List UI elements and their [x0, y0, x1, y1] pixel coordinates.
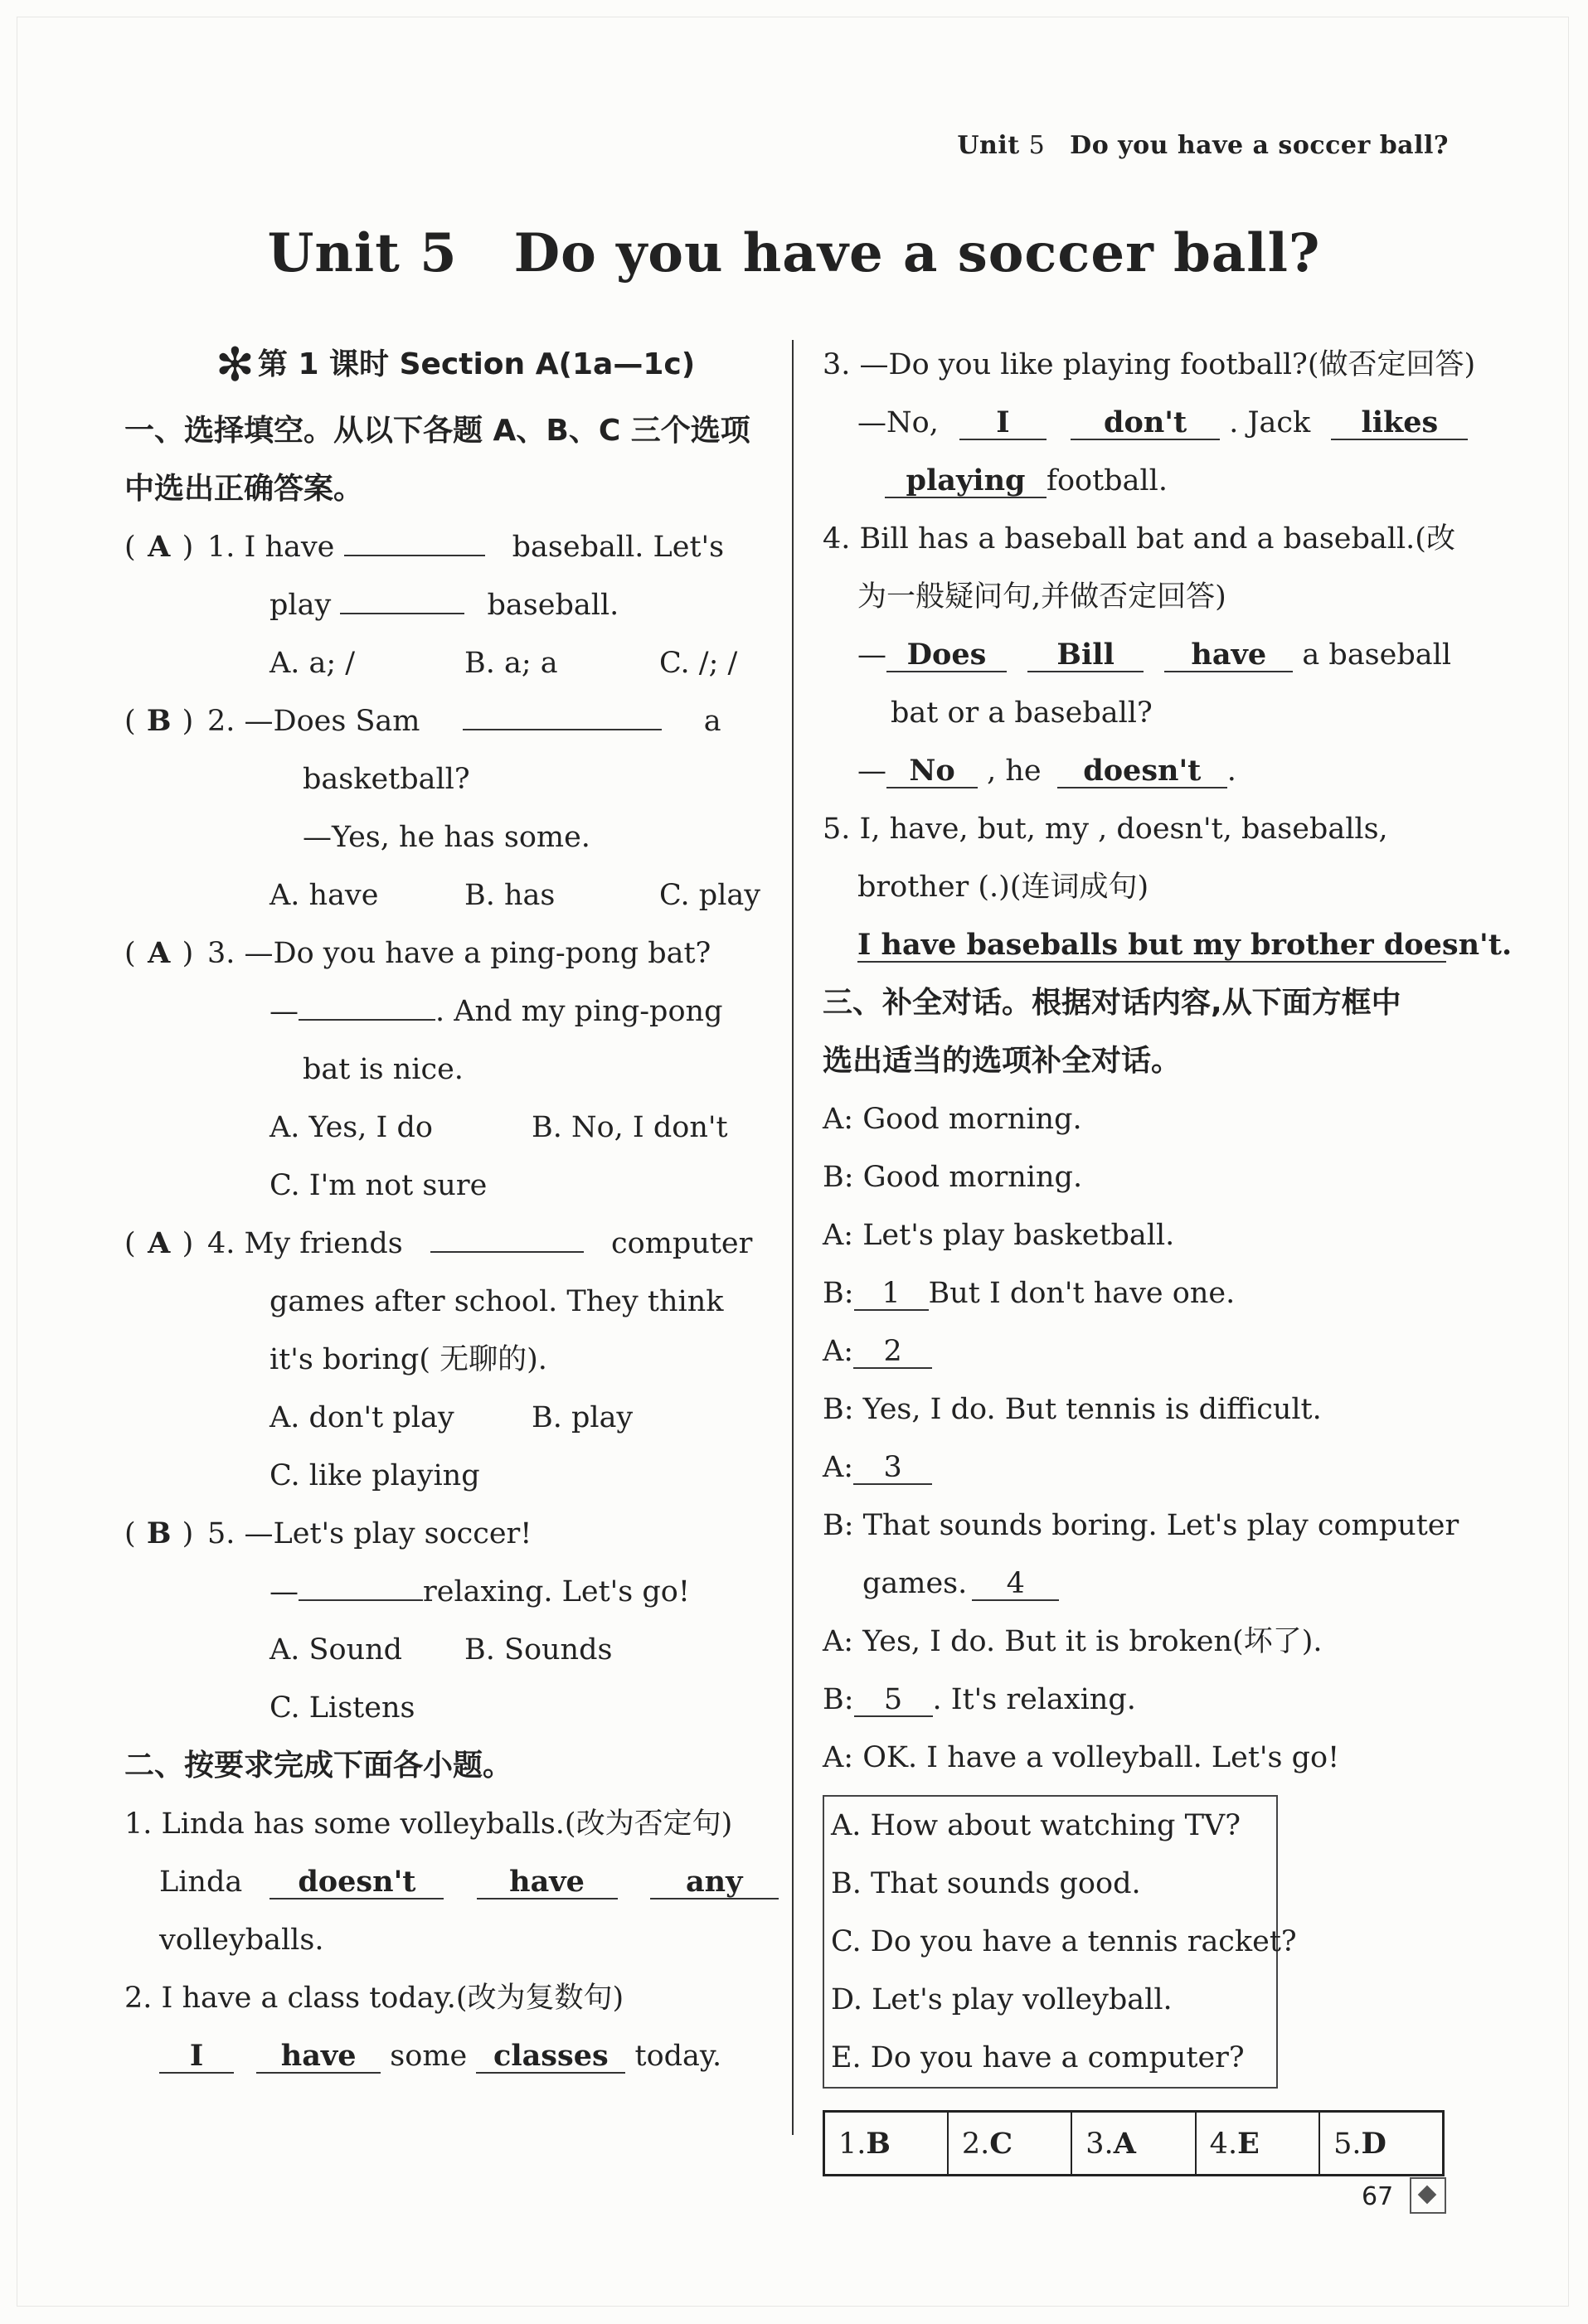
p1-q5-line1: ( B ) 5. —Let's play soccer!	[124, 1505, 767, 1563]
answer-blank: I	[959, 402, 1047, 440]
answer-blank: Does	[886, 634, 1007, 672]
p1-q2-line3: —Yes, he has some.	[303, 821, 590, 854]
p1-q4-option-c: C. like playing	[270, 1459, 480, 1492]
question-text: some	[390, 2040, 468, 2073]
diamond-icon	[1410, 2177, 1446, 2214]
question-text: 4. My friends	[207, 1227, 403, 1260]
answer-mark: A	[148, 530, 171, 564]
dialog-line: A: OK. I have a volleyball. Let's go!	[823, 1741, 1340, 1774]
p1-q2-line2: basketball?	[303, 763, 470, 796]
p1-q1-line1: ( A ) 1. I have baseball. Let's	[124, 518, 767, 576]
lesson-heading	[124, 327, 767, 402]
question-text: —	[857, 754, 886, 788]
dialog-line	[823, 1439, 1469, 1497]
p2-q5-line1: 5. I, have, but, my , doesn't, baseballs,	[823, 813, 1388, 846]
question-text: football.	[1047, 464, 1168, 497]
answer-blank	[344, 518, 485, 556]
option-c: C. Do you have a tennis racket?	[831, 1925, 1297, 1958]
p1-q4-options-ab	[124, 1389, 767, 1447]
p2-q3-line1: 3. —Do you like playing football?(做否定回答)	[823, 348, 1476, 381]
answer-blank: have	[477, 1861, 618, 1899]
option-e: E. Do you have a computer?	[831, 2041, 1245, 2074]
p1-q4-line3: it's boring( 无聊的).	[270, 1343, 547, 1376]
answer-cell: 3.A	[1071, 2112, 1195, 2176]
column-divider	[792, 340, 794, 2135]
dialog-line: A: Good morning.	[823, 1103, 1082, 1136]
answer-blank: likes	[1331, 402, 1468, 440]
question-text: , he	[987, 754, 1042, 788]
option-a: A. have	[270, 879, 379, 912]
option-c: C. play	[659, 879, 761, 912]
part1-heading-line1: 一、选择填空。从以下各题 A、B、C 三个选项	[124, 414, 750, 448]
option-a: A. Yes, I do	[270, 1111, 433, 1144]
p1-q5-option-c: C. Listens	[270, 1691, 415, 1725]
header-unit-number: 5	[1028, 131, 1046, 160]
option-a: A. How about watching TV?	[831, 1809, 1241, 1842]
option-b: B. a; a	[464, 647, 558, 680]
p1-q3-line1: ( A ) 3. —Do you have a ping-pong bat?	[124, 924, 767, 982]
question-text: 3. —Do you have a ping-pong bat?	[207, 937, 711, 970]
answer-blank: doesn't	[1057, 750, 1227, 788]
answer-blank: have	[1164, 634, 1293, 672]
question-text: a baseball	[1302, 638, 1452, 672]
right-column	[823, 327, 1513, 2176]
answer-blank: doesn't	[270, 1861, 444, 1899]
dialog-line	[823, 1671, 1469, 1729]
header-unit-label: Unit	[957, 131, 1020, 160]
page-number: 67	[1362, 2182, 1394, 2211]
speaker: A:	[823, 1451, 854, 1484]
left-column	[124, 327, 767, 2085]
p2-q5-line2: brother (.)(连词成句)	[857, 871, 1149, 904]
speaker: B:	[823, 1683, 854, 1716]
dialog-line: B: Yes, I do. But tennis is difficult.	[823, 1393, 1322, 1426]
part1-heading-line2: 中选出正确答案。	[124, 472, 364, 506]
speaker: B:	[823, 1277, 854, 1310]
options-box	[823, 1795, 1297, 2089]
question-text: baseball. Let's	[512, 531, 725, 564]
option-b: B. No, I don't	[532, 1111, 728, 1144]
title-unit: Unit 5	[267, 222, 458, 284]
question-text: Linda	[159, 1866, 243, 1899]
question-text: . Jack	[1229, 406, 1311, 439]
question-text: . And my ping-pong	[435, 995, 723, 1028]
p1-q3-line3: bat is nice.	[303, 1053, 464, 1086]
p2-q3-line3	[823, 452, 1469, 510]
answer-blank: 5	[854, 1679, 933, 1717]
answer-blank: 4	[972, 1563, 1059, 1601]
question-text: 2. —Does Sam	[207, 705, 420, 738]
question-text: computer	[611, 1227, 753, 1260]
p1-q4-line2: games after school. They think	[270, 1285, 724, 1318]
header-title: Do you have a soccer ball?	[1070, 131, 1449, 160]
answer-blank: 2	[853, 1331, 932, 1369]
p1-q4-line1: ( A ) 4. My friends computer	[124, 1215, 767, 1273]
p2-q3-line2	[823, 394, 1469, 452]
answer-blank: 1	[854, 1273, 929, 1311]
answer-blank: I have baseballs but my brother doesn't.	[857, 924, 1446, 963]
answer-cell: 5.D	[1319, 2112, 1443, 2176]
p2-q4-line5	[823, 742, 1469, 800]
part2-heading: 二、按要求完成下面各小题。	[124, 1749, 513, 1783]
answer-cell: 2.C	[948, 2112, 1071, 2176]
dialog-text: games.	[862, 1567, 968, 1600]
question-text: —	[857, 638, 886, 672]
dialog-line: B: That sounds boring. Let's play computer	[823, 1509, 1459, 1542]
p1-q5-line2	[124, 1563, 767, 1621]
answer-mark: A	[148, 1226, 171, 1260]
answer-blank: any	[650, 1861, 779, 1899]
answer-cell: 1.B	[824, 2112, 948, 2176]
answer-blank: 3	[853, 1447, 932, 1485]
p1-q2-options	[124, 866, 767, 924]
option-a: A. a; /	[270, 647, 356, 680]
page-title	[0, 222, 1588, 284]
answer-blank: don't	[1071, 402, 1220, 440]
question-text: play	[270, 589, 332, 622]
answer-blank	[299, 982, 435, 1021]
answer-mark: B	[146, 1516, 172, 1550]
option-b: B. That sounds good.	[831, 1867, 1141, 1900]
p2-q1-line2	[124, 1853, 767, 1911]
answer-mark: B	[146, 704, 172, 738]
answer-blank: No	[886, 750, 978, 788]
question-text: .	[1226, 754, 1236, 788]
p2-q2-line2	[124, 2027, 767, 2085]
option-d: D. Let's play volleyball.	[831, 1983, 1173, 2016]
answer-blank: have	[256, 2035, 381, 2074]
question-text: 5. —Let's play soccer!	[207, 1517, 532, 1550]
part3-heading-line2: 选出适当的选项补全对话。	[823, 1044, 1182, 1078]
lesson-title: 第 1 课时 Section A(1a—1c)	[257, 347, 696, 381]
option-b: B. play	[532, 1401, 634, 1434]
dialog-line	[823, 1264, 1469, 1322]
answer-table	[823, 2110, 1445, 2176]
option-c: C. /; /	[659, 647, 738, 680]
question-text: today.	[634, 2040, 722, 2073]
p2-q4-line2: 为一般疑问句,并做否定回答)	[857, 580, 1226, 614]
part3-heading-line1: 三、补全对话。根据对话内容,从下面方框中	[823, 986, 1401, 1020]
p2-q4-line4: bat or a baseball?	[891, 696, 1153, 730]
title-text: Do you have a soccer ball?	[513, 222, 1321, 284]
dialog-text: . It's relaxing.	[932, 1683, 1136, 1716]
question-text: —	[270, 995, 299, 1028]
p2-q5-line3	[823, 916, 1513, 974]
dialog-line: A: Yes, I do. But it is broken(坏了).	[823, 1625, 1323, 1658]
running-header	[957, 131, 1449, 160]
p1-q1-options	[124, 634, 767, 692]
answer-mark: A	[148, 936, 171, 970]
p2-q4-line3	[823, 626, 1469, 684]
p2-q1-line3: volleyballs.	[159, 1924, 324, 1957]
p1-q3-option-c: C. I'm not sure	[270, 1169, 488, 1202]
p1-q3-line2	[124, 982, 767, 1041]
question-text: —	[270, 1575, 299, 1608]
dialog-text: But I don't have one.	[928, 1277, 1236, 1310]
p1-q3-options-ab	[124, 1099, 767, 1157]
p2-q1-line1: 1. Linda has some volleyballs.(改为否定句)	[124, 1807, 733, 1841]
question-text: 1. I have	[207, 531, 335, 564]
p1-q5-options-ab	[124, 1621, 767, 1679]
option-b: B. Sounds	[464, 1633, 613, 1667]
dialog-line: A: Let's play basketball.	[823, 1219, 1175, 1252]
answer-blank	[430, 1215, 584, 1253]
answer-blank: playing	[885, 460, 1047, 498]
table-row	[824, 2112, 1444, 2176]
speaker: A:	[823, 1335, 854, 1368]
option-b: B. has	[464, 879, 556, 912]
answer-cell: 4.E	[1196, 2112, 1319, 2176]
answer-blank	[340, 576, 464, 614]
answer-blank: I	[159, 2035, 234, 2074]
answer-blank	[463, 692, 662, 730]
p2-q4-line1: 4. Bill has a baseball bat and a baseball.(改	[823, 522, 1455, 556]
question-text: —No,	[857, 406, 939, 439]
p1-q1-line2	[124, 576, 767, 634]
answer-blank	[299, 1563, 423, 1601]
option-a: A. don't play	[270, 1401, 454, 1434]
p2-q2-line1: 2. I have a class today.(改为复数句)	[124, 1982, 624, 2015]
question-text: a	[703, 705, 721, 738]
question-text: baseball.	[487, 589, 619, 622]
dialog-line	[823, 1322, 1469, 1380]
question-text: relaxing. Let's go!	[423, 1575, 690, 1608]
dialog-line: B: Good morning.	[823, 1161, 1083, 1194]
p1-q2-line1: ( B ) 2. —Does Sam a	[124, 692, 767, 750]
answer-blank: Bill	[1027, 634, 1144, 672]
dialog-line	[823, 1555, 1469, 1613]
answer-blank: classes	[476, 2035, 625, 2074]
option-a: A. Sound	[270, 1633, 403, 1667]
snowflake-icon: ✻	[216, 338, 255, 392]
